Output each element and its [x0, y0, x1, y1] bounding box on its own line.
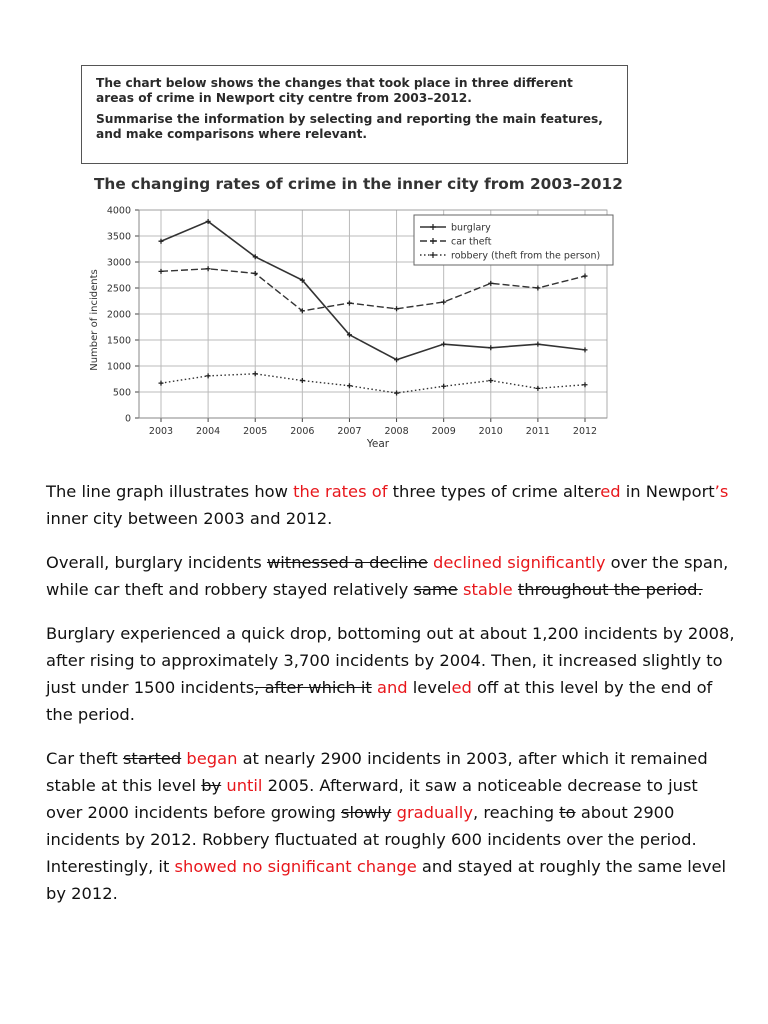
y-tick-label: 2000 [106, 309, 131, 321]
x-tick-label: 2011 [525, 426, 550, 437]
x-tick-label: 2008 [384, 426, 409, 437]
data-point [583, 347, 588, 352]
crime-line-chart [80, 198, 625, 460]
inserted-correction: ’s [714, 482, 729, 501]
essay-paragraph [46, 620, 736, 728]
x-tick-label: 2005 [243, 426, 268, 437]
legend-label: car theft [451, 236, 492, 248]
y-tick-label: 1500 [106, 335, 131, 347]
y-tick-label: 4000 [106, 205, 131, 217]
x-tick-label: 2007 [337, 426, 362, 437]
x-axis-label: Year [366, 438, 390, 450]
data-point [583, 274, 588, 279]
series-line [161, 374, 585, 393]
data-point [206, 373, 211, 378]
y-tick-label: 3500 [106, 231, 131, 243]
data-point [206, 266, 211, 271]
data-point [159, 239, 164, 244]
data-point [253, 371, 258, 376]
struck-text: same [413, 580, 458, 599]
inserted-correction: the rates of [293, 482, 388, 501]
y-tick-label: 2500 [106, 283, 131, 295]
x-tick-label: 2006 [290, 426, 315, 437]
data-point [535, 286, 540, 291]
series-car [159, 266, 588, 313]
y-tick-label: 1000 [106, 361, 131, 373]
essay-text-run: about 2900 incidents by 2012. Robbery fluctuated at roughly 600 incidents over the period. Interestingly, it [46, 803, 697, 876]
essay-text-run: and stayed at roughly the same level by 2012. [46, 857, 726, 903]
data-point [488, 378, 493, 383]
struck-text: witnessed a decline [266, 553, 428, 572]
data-point [535, 342, 540, 347]
struck-text: slowly [341, 803, 392, 822]
x-tick-label: 2003 [148, 426, 174, 437]
struck-text: by [201, 776, 222, 795]
y-axis-label: Number of incidents [89, 269, 100, 371]
inserted-correction: ed [600, 482, 621, 501]
inserted-correction: declined significantly [433, 553, 606, 572]
data-point [394, 391, 399, 396]
essay-text-run: Car theft [46, 749, 123, 768]
data-point [159, 269, 164, 274]
y-tick-label: 3000 [106, 257, 131, 269]
essay-text-run: level [407, 678, 452, 697]
essay-text-run: 2005. Afterward, it saw a noticeable decrease to just over 2000 incidents before growing [46, 776, 698, 822]
essay-paragraph [46, 478, 736, 532]
struck-text: , after which it [254, 678, 372, 697]
data-point [441, 384, 446, 389]
essay-text [46, 478, 736, 924]
y-tick-label: 500 [112, 387, 131, 399]
x-tick-label: 2010 [478, 426, 503, 437]
essay-text-run: in Newport [620, 482, 715, 501]
task-description: The chart below shows the changes that took place in three different areas of crime in Newport city centre from 2003–2012. [96, 76, 573, 105]
essay-text-run: inner city between 2003 and 2012. [46, 509, 333, 528]
struck-text: started [122, 749, 182, 768]
x-tick-label: 2012 [572, 426, 598, 437]
essay-text-run: at nearly 2900 incidents in 2003, after which it remained stable at this level [46, 749, 708, 795]
data-point [488, 281, 493, 286]
data-point [347, 383, 352, 388]
x-tick-label: 2009 [431, 426, 456, 437]
legend-label: burglary [451, 222, 491, 234]
y-tick-label: 0 [124, 413, 131, 425]
data-point [159, 381, 164, 386]
legend-label: robbery (theft from the person) [451, 250, 601, 262]
inserted-correction: stable [462, 580, 513, 599]
task-instruction: Summarise the information by selecting and reporting the main features, and make comparisons where relevant. [96, 112, 603, 141]
essay-text-run: three types of crime alter [387, 482, 601, 501]
data-point [394, 306, 399, 311]
inserted-correction: until [226, 776, 263, 795]
struck-text: to [559, 803, 576, 822]
essay-text-run: Burglary experienced a quick drop, bottoming out at about 1,200 incidents by 2008, after rising to approximately 3,700 incidents by 2004. Then, it increased slightly to just under 1500 incidents [46, 624, 735, 697]
series-line [161, 269, 585, 311]
task-instructions-box [81, 65, 628, 164]
data-point [488, 345, 493, 350]
essay-text-run: over the span, while car theft and robbery stayed relatively [46, 553, 729, 599]
data-point [441, 342, 446, 347]
data-point [535, 386, 540, 391]
chart-legend [414, 215, 613, 265]
essay-text-run: Overall, burglary incidents [46, 553, 267, 572]
data-point [300, 378, 305, 383]
inserted-correction: gradually [396, 803, 473, 822]
x-tick-label: 2004 [196, 426, 221, 437]
inserted-correction: and [376, 678, 408, 697]
inserted-correction: showed no significant change [174, 857, 417, 876]
struck-text: throughout the period. [517, 580, 703, 599]
data-point [441, 300, 446, 305]
inserted-correction: ed [451, 678, 472, 697]
essay-text-run: off at this level by the end of the period. [46, 678, 713, 724]
essay-paragraph [46, 549, 736, 603]
essay-text-run: , reaching [472, 803, 560, 822]
essay-text-run: The line graph illustrates how [46, 482, 294, 501]
essay-paragraph [46, 745, 736, 907]
data-point [583, 382, 588, 387]
chart-title: The changing rates of crime in the inner city from 2003–2012 [94, 175, 623, 193]
data-point [347, 301, 352, 306]
inserted-correction: began [186, 749, 238, 768]
